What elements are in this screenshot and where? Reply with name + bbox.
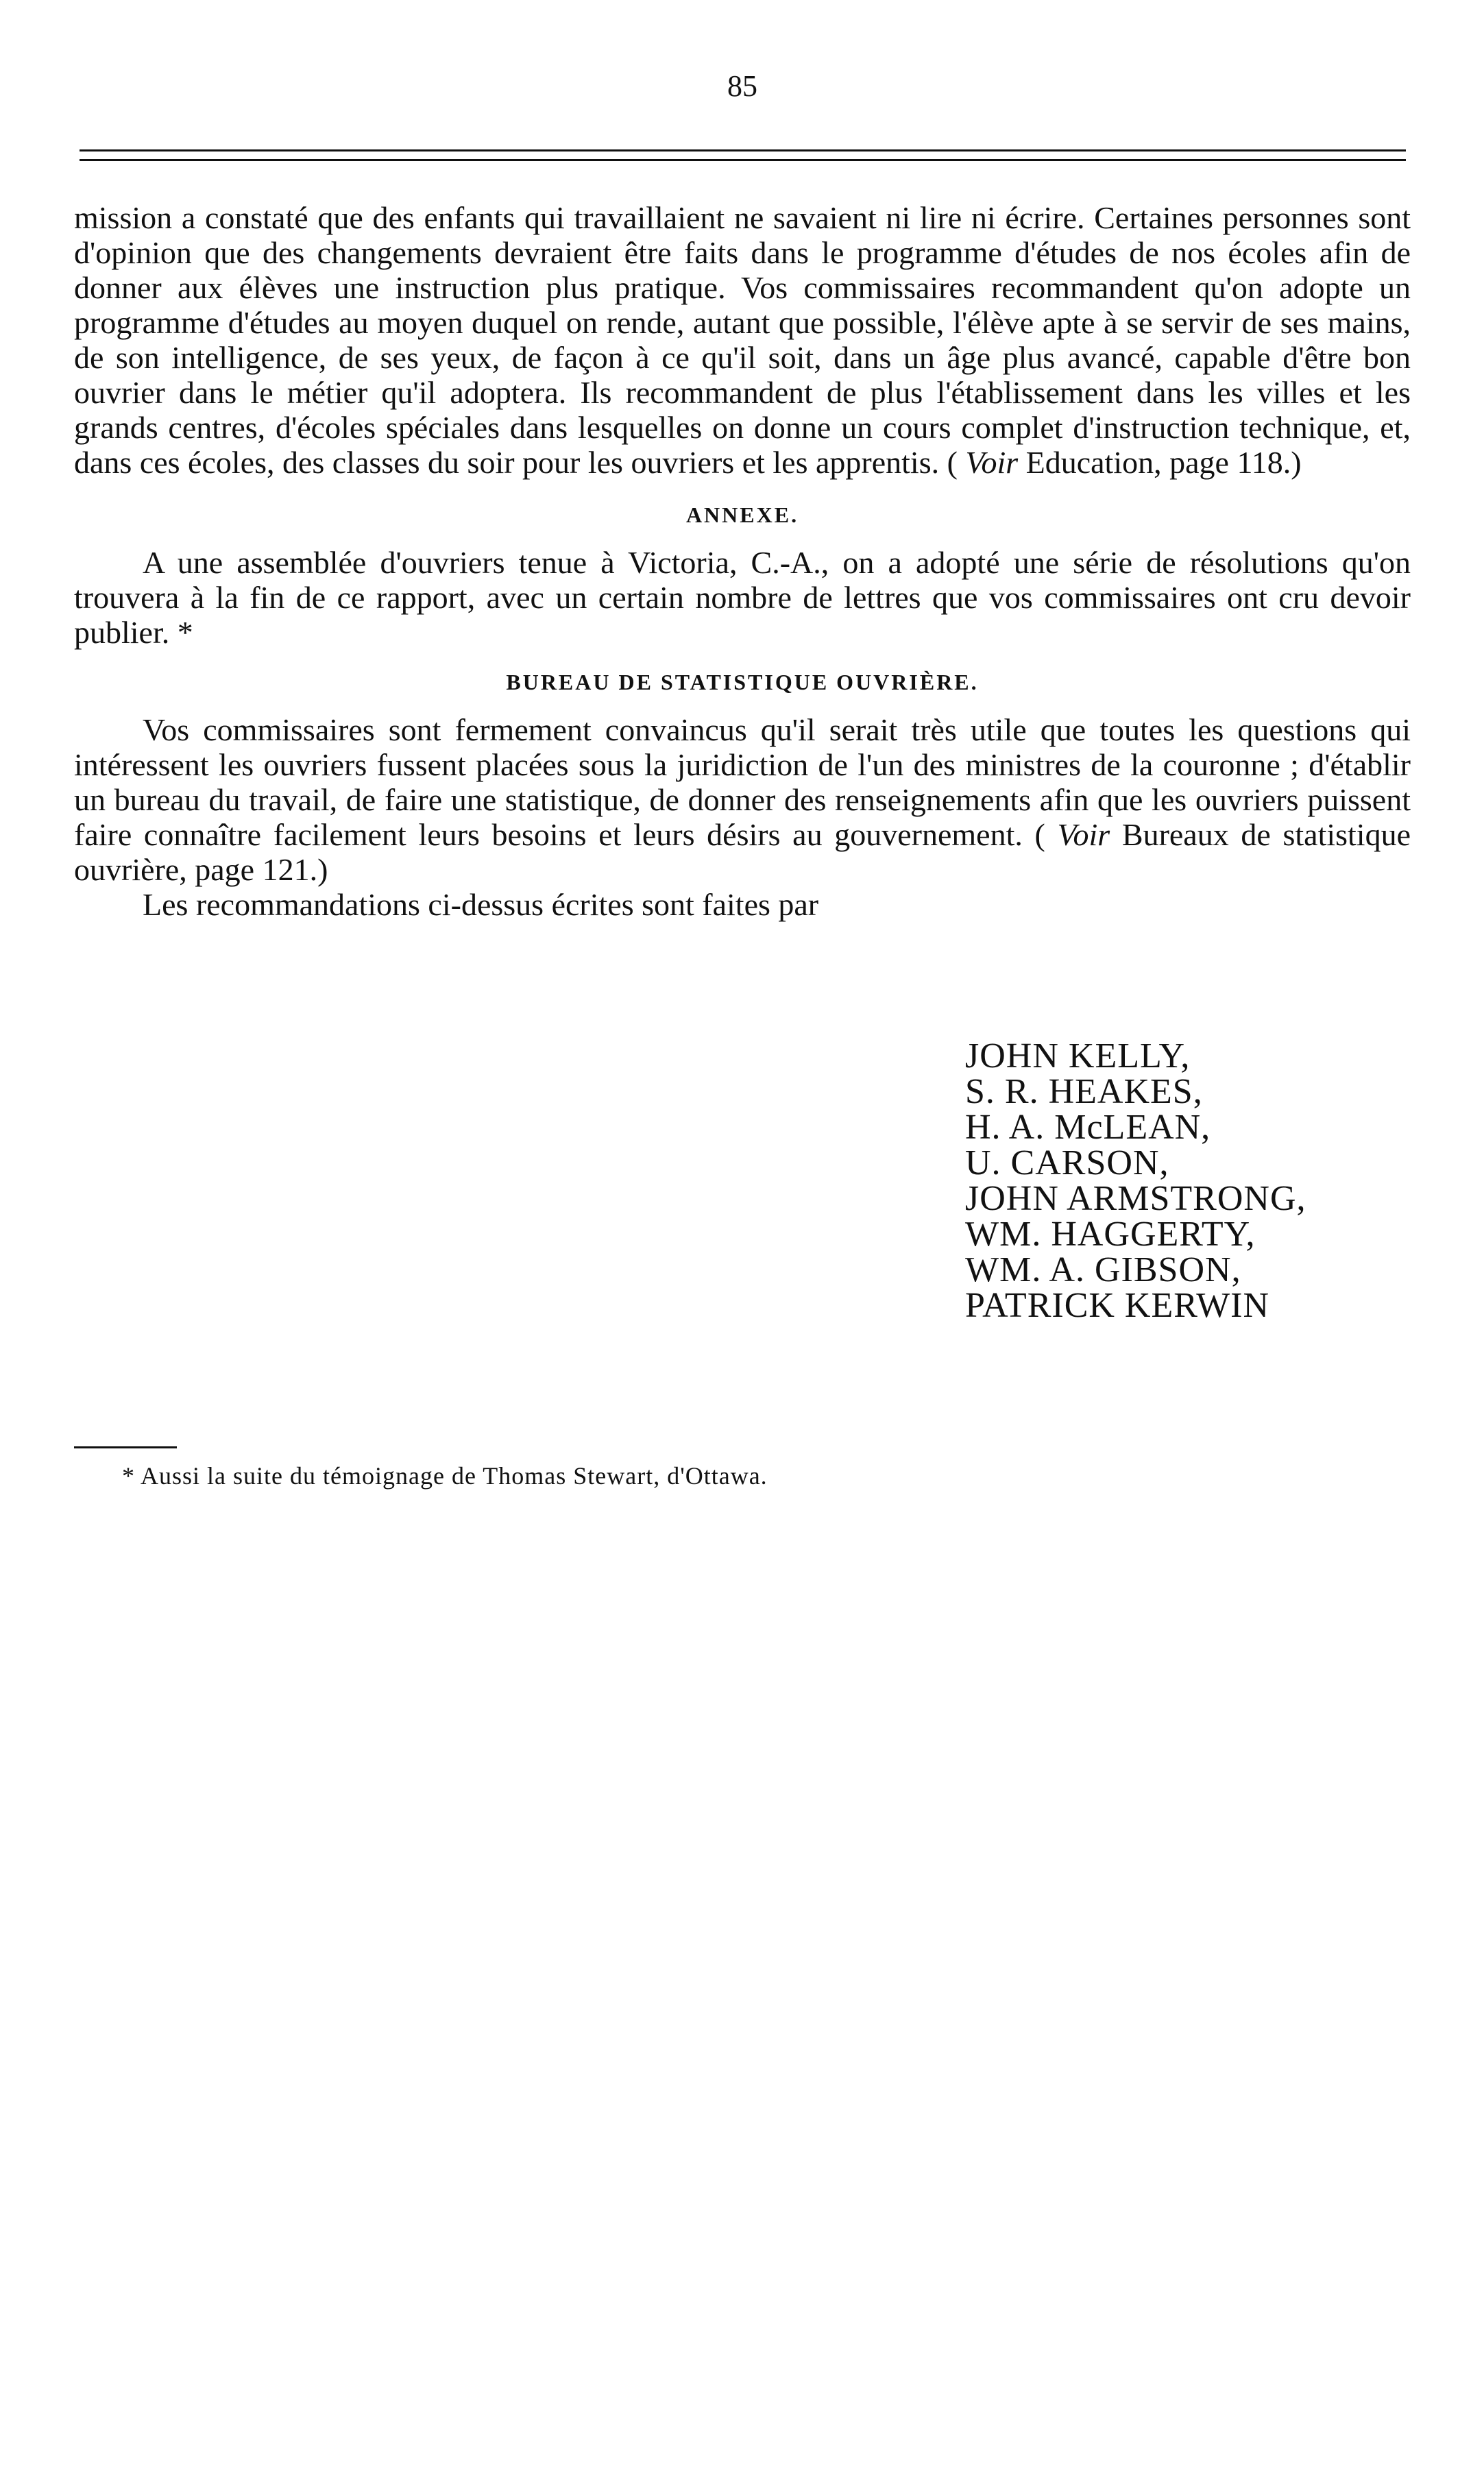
signatories-list: [965, 1038, 1306, 1324]
footnote: * Aussi la suite du témoignage de Thomas Stewart, d'Ottawa.: [122, 1462, 768, 1490]
footnote-rule: [74, 1446, 177, 1448]
paragraph-annexe: A une assemblée d'ouvriers tenue à Victoria, C.-A., on a adopté une série de résolutions qu'on trouvera à la fin de ce rapport, avec un certain nombre de lettres que vos commissaires ont cru devoir publier. *: [74, 545, 1411, 650]
voir-label: Voir: [1057, 817, 1110, 852]
education-reference: Education, page 118.): [1025, 445, 1302, 480]
voir-label: Voir: [965, 445, 1019, 480]
heading-annexe: ANNEXE.: [685, 502, 799, 527]
signatory: WM. HAGGERTY,: [965, 1215, 1256, 1254]
paragraph-education-text: mission a constaté que des enfants qui travaillaient ne savaient ni lire ni écrire. Certaines personnes sont d'opinion que des changements devraient être faits dans le programme d'études de nos écoles afin de donner aux élèves une instruction plus pratique. Vos commissaires recommandent qu'on adopte un programme d'études au moyen duquel on rende, autant que possible, l'élève apte à se servir de ses mains, de son intelligence, de ses yeux, de façon à ce qu'il soit, dans un âge plus avancé, capable d'être bon ouvrier dans le métier qu'il adoptera. Ils recommandent de plus l'établissement dans les villes et les grands centres, d'écoles spéciales dans lesquelles on donne un cours complet d'instruction technique, et, dans ces écoles, des classes du soir pour les ouvriers et les apprentis.: [74, 200, 1411, 480]
heading-bureau: BUREAU DE STATISTIQUE OUVRIÈRE.: [506, 670, 979, 694]
signatory: WM. A. GIBSON,: [965, 1250, 1241, 1289]
signatory: JOHN ARMSTRONG,: [965, 1179, 1306, 1218]
paragraph-bureau-text: Vos commissaires sont fermement convaincus qu'il serait très utile que toutes les questions qui intéressent les ouvriers fussent placées sous la juridiction de l'un des ministres de la couronne ; d'établir un bureau du travail, de faire une statistique, de donner des renseignements afin que les ouvriers puissent faire connaître facilement leurs besoins et leurs désirs au gouvernement.: [74, 712, 1411, 852]
header-rule-bottom: [80, 159, 1406, 161]
signatory: U. CARSON,: [965, 1143, 1169, 1182]
signatory: PATRICK KERWIN: [965, 1286, 1270, 1325]
signatory: S. R. HEAKES,: [965, 1072, 1203, 1111]
paragraph-education: mission a constaté que des enfants qui travaillaient ne savaient ni lire ni écrire. Certaines personnes sont d'opinion que des changements devraient être faits dans le programme d'études de nos écoles afin de donner aux élèves une instruction plus pratique. Vos commissaires recommandent qu'on adopte un programme d'études au moyen duquel on rende, autant que possible, l'élève apte à se servir de ses mains, de son intelligence, de ses yeux, de façon à ce qu'il soit, dans un âge plus avancé, capable d'être bon ouvrier dans le métier qu'il adoptera. Ils recommandent de plus l'établissement dans les villes et les grands centres, d'écoles spéciales dans lesquelles on donne un cours complet d'instruction technique, et, dans ces écoles, des classes du soir pour les ouvriers et les apprentis. ( Voir Education, page 118.): [74, 200, 1411, 480]
signatory: JOHN KELLY,: [965, 1036, 1191, 1076]
body-text: [74, 200, 1411, 922]
header-rule-top: [80, 149, 1406, 151]
paragraph-recommendations: Les recommandations ci-dessus écrites sont faites par: [143, 887, 819, 922]
signatory: H. A. McLEAN,: [965, 1108, 1211, 1147]
paragraph-bureau: Vos commissaires sont fermement convaincus qu'il serait très utile que toutes les questions qui intéressent les ouvriers fussent placées sous la juridiction de l'un des ministres de la couronne ; d'établir un bureau du travail, de faire une statistique, de donner des renseignements afin que les ouvriers puissent faire connaître facilement leurs besoins et leurs désirs au gouvernement. ( Voir Bureaux de statistique ouvrière, page 121.): [74, 712, 1411, 887]
page-number: 85: [727, 69, 757, 103]
bureau-reference: Bureaux de statistique ouvrière, page 121.): [74, 817, 1411, 887]
